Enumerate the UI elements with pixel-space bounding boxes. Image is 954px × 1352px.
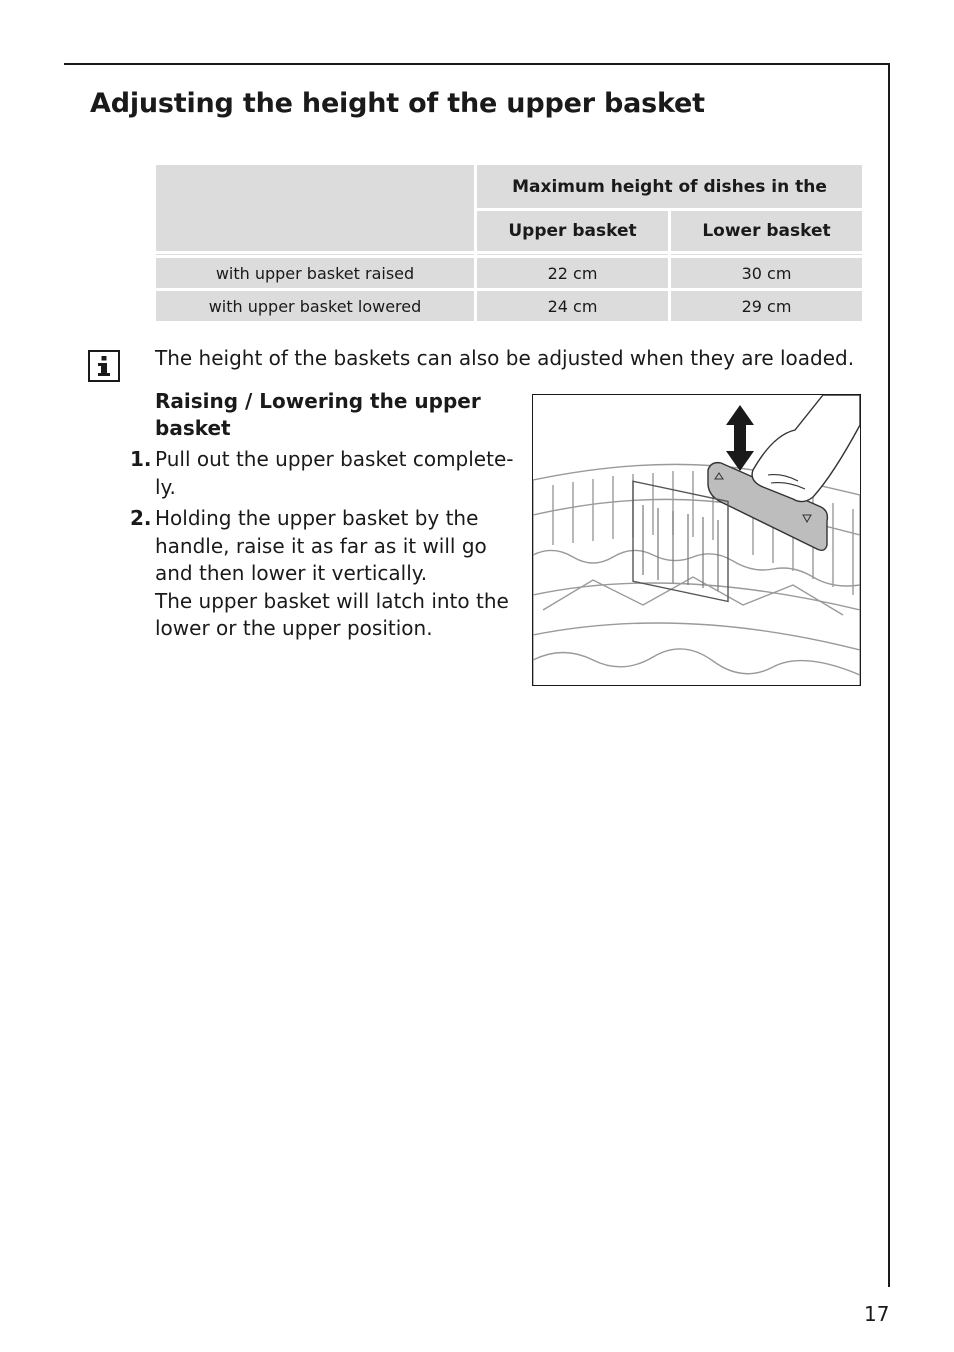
table-row	[156, 291, 862, 321]
cell-lower: 29 cm	[671, 291, 862, 321]
table-gap	[156, 254, 862, 255]
step-note: The upper basket will latch into the lower or the upper position.	[155, 588, 509, 640]
top-rule	[64, 63, 890, 65]
basket-illustration	[532, 394, 861, 686]
instruction-steps	[130, 446, 525, 647]
dish-height-table	[153, 162, 865, 324]
cell-upper: 22 cm	[477, 258, 668, 288]
info-note: The height of the baskets can also be adjusted when they are loaded.	[155, 346, 855, 370]
cell-upper: 24 cm	[477, 291, 668, 321]
step-text: Holding the upper basket by the handle, raise it as far as it will go and then lower it vertically.	[155, 506, 487, 585]
step-1	[130, 446, 525, 501]
step-number: 1.	[130, 447, 152, 471]
page-title: Adjusting the height of the upper basket	[90, 88, 705, 119]
step-2	[130, 505, 525, 643]
row-label: with upper basket raised	[156, 258, 474, 288]
step-number: 2.	[130, 506, 152, 530]
table-row	[156, 258, 862, 288]
step-text: Pull out the upper basket completely.	[155, 447, 514, 499]
cell-lower: 30 cm	[671, 258, 862, 288]
right-rule	[888, 63, 890, 1287]
info-icon	[88, 350, 120, 382]
row-label: with upper basket lowered	[156, 291, 474, 321]
column-header-upper-basket: Upper basket	[477, 211, 668, 251]
basket-drawing	[533, 395, 860, 685]
table-corner-cell	[156, 165, 474, 251]
table-header-row	[156, 165, 862, 208]
table-group-header: Maximum height of dishes in the	[477, 165, 862, 208]
page-number: 17	[864, 1302, 890, 1326]
section-heading: Raising / Lowering the upper basket	[155, 389, 481, 440]
column-header-lower-basket: Lower basket	[671, 211, 862, 251]
